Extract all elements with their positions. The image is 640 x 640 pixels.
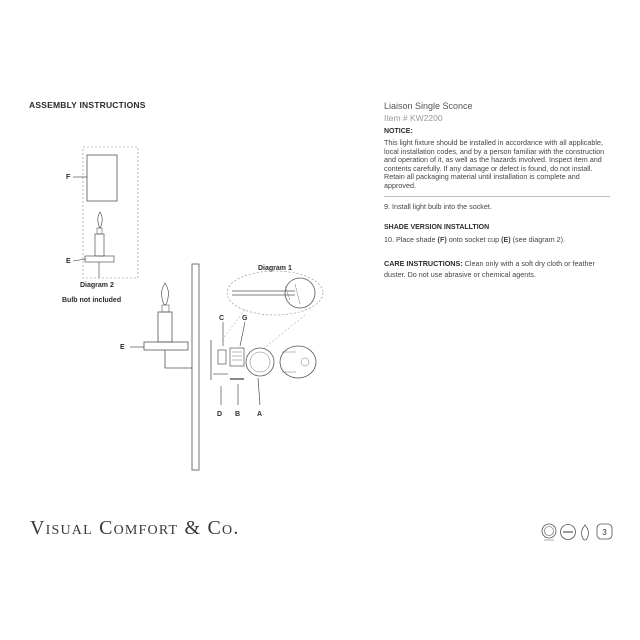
main-socket [158,312,172,342]
label-f: F [66,174,71,181]
step-10-prefix: 10. Place shade [384,235,438,244]
socket-cup-e [144,342,188,350]
etl-listed-icon [542,524,556,540]
certification-icons [540,521,620,548]
notice-heading: NOTICE: [384,128,413,135]
notice-body: This light fixture should be installed in accordance with all applicable, local installation codes, and by a person familiar with the construction and operation of it, as well as the hazards involved. Inspect item and contents carefully. If any damage or defect is found, do not install. Retain all packaging material until installation is complete and approved. [384,138,605,190]
care-body: Clean only with a soft dry cloth or feather duster. Do not use abrasive or chemical agents. [384,259,595,279]
junction-box [280,346,316,378]
step-10-suffix: (see diagram 2). [510,235,565,244]
diagram-1-label: Diagram 1 [258,265,292,272]
shade-f [87,155,117,201]
small-cup-e [85,256,114,262]
shade-version-heading: SHADE VERSION INSTALLTION [384,224,490,231]
product-name: Liaison Single Sconce [384,101,473,111]
label-c: C [219,315,225,322]
page-number-badge [597,524,612,539]
small-bulb [98,212,103,228]
arm [165,350,192,368]
page-number: 3 [602,528,607,537]
flame-icon [581,525,588,540]
step-9: 9. Install light bulb into the socket. [384,202,492,211]
label-g: G [242,315,248,322]
label-e-main: E [120,344,125,351]
label-e-small: E [66,258,71,265]
brand-logo: Visual Comfort & Co. [30,517,240,539]
step-10-shade-ref: (F) [437,235,447,244]
label-a: A [257,411,263,418]
step-10 [384,235,565,244]
care-heading: CARE INSTRUCTIONS: [384,259,463,268]
label-d: D [217,411,223,418]
diagram-2-label: Diagram 2 [80,282,114,289]
small-socket [95,234,104,256]
label-b: B [235,411,241,418]
bulb-not-included-note: Bulb not included [62,297,122,304]
diagram-1-frame [227,271,323,315]
diagram-2-frame [83,147,138,278]
damp-rated-icon [561,525,576,540]
item-number: Item # KW2200 [384,113,443,123]
step-10-middle: onto socket cup [446,235,502,244]
care-instructions [384,258,610,280]
backplate [192,264,199,470]
step-10-cup-ref: (E) [501,235,511,244]
assembly-instructions-title: ASSEMBLY INSTRUCTIONS [29,100,146,110]
main-bulb [161,283,168,305]
section-divider [384,196,610,197]
wire-connectors [230,348,244,366]
assembly-diagram [0,0,380,500]
